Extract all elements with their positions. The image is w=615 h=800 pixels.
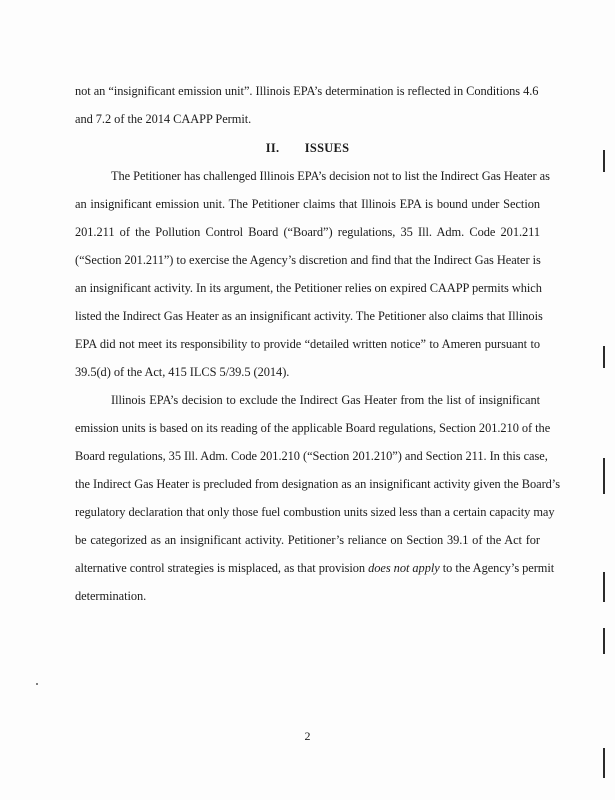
body-text: to the Agency’s permit (439, 561, 555, 575)
scan-speck (36, 683, 38, 685)
scan-artifact (603, 150, 605, 172)
body-line: determination. (75, 589, 147, 603)
body-line: EPA did not meet its responsibility to provide “detailed written notice” to Ameren pursuant to (75, 337, 540, 351)
body-line: an insignificant emission unit. The Petitioner claims that Illinois EPA is bound under Section (75, 197, 540, 211)
body-line: listed the Indirect Gas Heater as an insignificant activity. The Petitioner also claims that Illinois (75, 309, 543, 323)
scan-artifact (603, 458, 605, 494)
page-number: 2 (304, 729, 311, 743)
body-line: not an “insignificant emission unit”. Illinois EPA’s determination is reflected in Conditions 4.6 (75, 84, 539, 98)
body-line: an insignificant activity. In its argument, the Petitioner relies on expired CAAPP permits which (75, 281, 542, 295)
paragraph-1-first-line: The Petitioner has challenged Illinois EPA’s decision not to list the Indirect Gas Heater as (111, 169, 550, 183)
body-line: regulatory declaration that only those fuel combustion units sized less than a certain capacity may (75, 505, 555, 519)
body-line: 39.5(d) of the Act, 415 ILCS 5/39.5 (2014). (75, 365, 290, 379)
emphasis-text: does not apply (368, 561, 440, 575)
scan-artifact (603, 628, 605, 654)
body-line: be categorized as an insignificant activity. Petitioner’s reliance on Section 39.1 of the Act for (75, 533, 540, 547)
section-heading: II. ISSUES (265, 141, 350, 155)
paragraph-2-first-line: Illinois EPA’s decision to exclude the Indirect Gas Heater from the list of insignificant (111, 393, 540, 407)
body-line: (“Section 201.211”) to exercise the Agency’s discretion and find that the Indirect Gas Heater is (75, 253, 541, 267)
scan-artifact (603, 572, 605, 602)
body-text: alternative control strategies is misplaced, as that provision (75, 561, 369, 575)
body-line: and 7.2 of the 2014 CAAPP Permit. (75, 112, 252, 126)
body-line: the Indirect Gas Heater is precluded from designation as an insignificant activity given the Board’s (75, 477, 560, 491)
scan-artifact (603, 346, 605, 368)
body-line: 201.211 of the Pollution Control Board (“Board”) regulations, 35 Ill. Adm. Code 201.211 (75, 225, 540, 239)
body-line: emission units is based on its reading of the applicable Board regulations, Section 201.210 of the (75, 421, 551, 435)
scan-artifact (603, 748, 605, 778)
body-line-with-emphasis (75, 561, 555, 576)
body-line: Board regulations, 35 Ill. Adm. Code 201.210 (“Section 201.210”) and Section 211. In this case, (75, 449, 548, 463)
